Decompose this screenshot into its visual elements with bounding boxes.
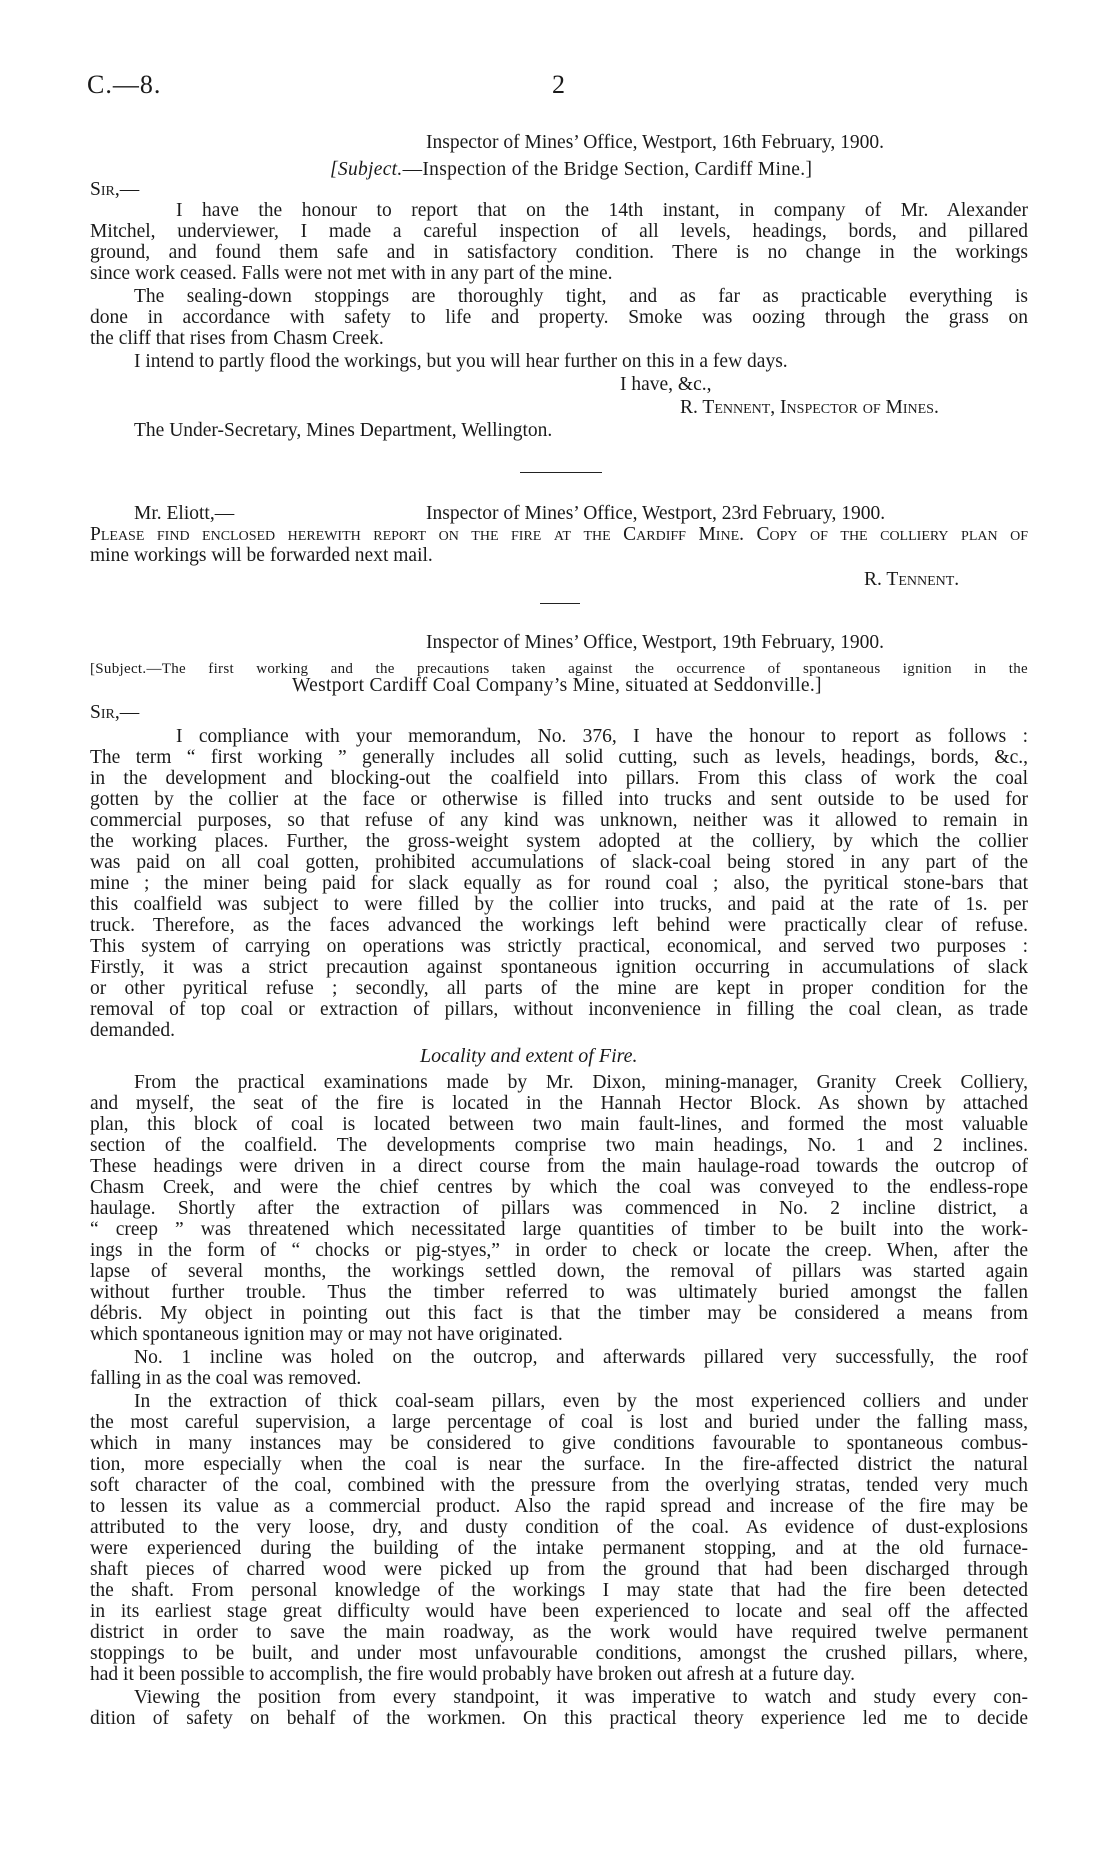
memo-signature: R. Tennent. <box>864 569 960 590</box>
letter2-para2-line: lapse of several months, the workings settled down, the removal of pillars was started again <box>90 1261 1028 1282</box>
letter1-line: I have the honour to report that on the 14th instant, in company of Mr. Alexander <box>176 200 1028 221</box>
letter1-subject-prefix: [Subject. <box>330 159 403 180</box>
letter2-para1-line: truck. Therefore, as the faces advanced the workings left behind were practically clear of refuse. <box>90 915 1028 936</box>
letter2-para1-line: Firstly, it was a strict precaution against spontaneous ignition occurring in accumulations of slack <box>90 957 1028 978</box>
letter2-para2-line: and myself, the seat of the fire is located in the Hannah Hector Block. As shown by attached <box>90 1093 1028 1114</box>
letter2-para4-line: had it been possible to accomplish, the fire would probably have broken out afresh at a future day. <box>90 1664 855 1685</box>
letter2-para4-line: district in order to save the main roadway, as the work would have required twelve permanent <box>90 1622 1028 1643</box>
letter2-para1-line: gotten by the collier at the face or otherwise is filled into trucks and sent outside to be used for <box>90 789 1028 810</box>
letter1-line: the cliff that rises from Chasm Creek. <box>90 328 384 349</box>
letter2-para3-line: No. 1 incline was holed on the outcrop, and afterwards pillared very successfully, the roof <box>134 1347 1028 1368</box>
letter2-place-date: Inspector of Mines’ Office, Westport, 19th February, 1900. <box>426 632 885 653</box>
letter1-place-date: Inspector of Mines’ Office, Westport, 16th February, 1900. <box>426 132 885 153</box>
letter2-para4-line: soft character of the coal, combined with the pressure from the overlying stratas, tended very much <box>90 1475 1028 1496</box>
letter2-para1-line: demanded. <box>90 1020 176 1041</box>
document-reference: C.—8. <box>87 70 162 99</box>
letter2-para2-line: “ creep ” was threatened which necessitated large quantities of timber to be built into the work- <box>90 1219 1028 1240</box>
letter1-line: ground, and found them safe and in satisfactory condition. There is no change in the workings <box>90 242 1028 263</box>
letter2-para2-line: Chasm Creek, and were the chief centres by which the coal was conveyed to the endless-rope <box>90 1177 1028 1198</box>
letter2-para2-line: These headings were driven in a direct course from the main haulage-road towards the outcrop of <box>90 1156 1028 1177</box>
letter1-line: since work ceased. Falls were not met with in any part of the mine. <box>90 263 613 284</box>
page-number: 2 <box>552 70 565 99</box>
letter1-subject-text: —Inspection of the Bridge Section, Cardiff Mine.] <box>402 159 813 180</box>
letter2-para4-line: stoppings to be built, and under most unfavourable conditions, amongst the crushed pillars, where, <box>90 1643 1028 1664</box>
letter2-para4-line: in its earliest stage great difficulty would have been experienced to locate and seal off the affected <box>90 1601 1028 1622</box>
letter2-para1-line: in the development and blocking-out the coalfield into pillars. From this class of work the coal <box>90 768 1028 789</box>
memo-line: mine workings will be forwarded next mail. <box>90 545 433 566</box>
letter2-para3-line: falling in as the coal was removed. <box>90 1368 362 1389</box>
letter2-subject-line-1: [Subject.—The first working and the precautions taken against the occurrence of spontaneous ignition in the <box>90 661 1028 677</box>
letter1-subject <box>330 159 812 181</box>
letter2-para2-line: débris. My object in pointing out this fact is that the timber may be considered a means from <box>90 1303 1028 1324</box>
memo-place-date: Inspector of Mines’ Office, Westport, 23rd February, 1900. <box>426 503 886 524</box>
letter2-para4-line: tion, more especially when the coal is near the surface. In the fire-affected district the natural <box>90 1454 1028 1475</box>
letter2-para4-line: attributed to the very loose, dry, and dusty condition of the coal. As evidence of dust-explosions <box>90 1517 1028 1538</box>
letter2-para5-line: dition of safety on behalf of the workmen. On this practical theory experience led me to decide <box>90 1708 1028 1729</box>
letter2-para2-line: section of the coalfield. The developments comprise two main headings, No. 1 and 2 inclines. <box>90 1135 1028 1156</box>
letter2-para1-line: removal of top coal or extraction of pillars, without inconvenience in filling the coal clean, as trade <box>90 999 1028 1020</box>
letter2-para4-line: were experienced during the building of the intake permanent stopping, and at the old furnace- <box>90 1538 1028 1559</box>
letter2-para2-line: From the practical examinations made by Mr. Dixon, mining-manager, Granity Creek Colliery, <box>134 1072 1028 1093</box>
letter1-line: I intend to partly flood the workings, but you will hear further on this in a few days. <box>134 351 788 372</box>
letter1-signature: R. Tennent, Inspector of Mines. <box>680 397 939 418</box>
letter1-line: Mitchel, underviewer, I made a careful inspection of all levels, headings, bords, and pillared <box>90 221 1028 242</box>
letter2-para1-line: This system of carrying on operations was strictly practical, economical, and served two purposes : <box>90 936 1028 957</box>
letter1-line: The sealing-down stoppings are thoroughly tight, and as far as practicable everything is <box>134 286 1028 307</box>
letter2-para1-line: the working places. Further, the gross-weight system adopted at the colliery, by which the collier <box>90 831 1028 852</box>
letter2-para5-line: Viewing the position from every standpoint, it was imperative to watch and study every con- <box>134 1687 1028 1708</box>
letter2-para4-line: shaft pieces of charred wood were picked up from the ground that had been discharged through <box>90 1559 1028 1580</box>
letter1-line: done in accordance with safety to life and property. Smoke was oozing through the grass on <box>90 307 1028 328</box>
letter1-closing: I have, &c., <box>620 374 712 395</box>
letter2-para1-line: or other pyritical refuse ; secondly, all parts of the mine are kept in proper condition for the <box>90 978 1028 999</box>
letter2-para1-line: commercial purposes, so that refuse of any kind was unknown, neither was it allowed to remain in <box>90 810 1028 831</box>
section-divider <box>520 472 602 473</box>
letter2-para1-line: was paid on all coal gotten, prohibited accumulations of slack-coal being stored in any part of the <box>90 852 1028 873</box>
letter1-addressee: The Under-Secretary, Mines Department, Wellington. <box>134 420 553 441</box>
letter2-para2-line: which spontaneous ignition may or may not have originated. <box>90 1324 563 1345</box>
section-heading: Locality and extent of Fire. <box>420 1045 638 1067</box>
letter2-para1-line: this coalfield was subject to were filled by the collier into trucks, and paid at the rate of 1s. per <box>90 894 1028 915</box>
letter1-salutation: Sir,— <box>90 179 140 200</box>
letter2-para1-line: mine ; the miner being paid for slack equally as for round coal ; also, the pyritical stone-bars that <box>90 873 1028 894</box>
letter2-subject-line-2: Westport Cardiff Coal Company’s Mine, situated at Seddonville.] <box>292 675 822 696</box>
letter2-para2-line: plan, this block of coal is located between two main fault-lines, and formed the most valuable <box>90 1114 1028 1135</box>
letter2-para4-line: which in many instances may be considered to give conditions favourable to spontaneous combus- <box>90 1433 1028 1454</box>
memo-line: Please find enclosed herewith report on the fire at the Cardiff Mine. Copy of the colliery plan of <box>90 524 1028 545</box>
memo-to: Mr. Eliott,— <box>134 503 235 524</box>
section-divider <box>540 603 580 604</box>
letter2-para4-line: In the extraction of thick coal-seam pillars, even by the most experienced colliers and under <box>134 1391 1028 1412</box>
letter2-para4-line: the most careful supervision, a large percentage of coal is lost and buried under the falling mass, <box>90 1412 1028 1433</box>
letter2-para2-line: without further trouble. Thus the timber referred to was ultimately buried amongst the fallen <box>90 1282 1028 1303</box>
letter2-para2-line: haulage. Shortly after the extraction of pillars was commenced in No. 2 incline district, a <box>90 1198 1028 1219</box>
letter2-para1-line: The term “ first working ” generally includes all solid cutting, such as levels, headings, bords, &c., <box>90 747 1028 768</box>
letter2-para4-line: the shaft. From personal knowledge of the workings I may state that had the fire been detected <box>90 1580 1028 1601</box>
letter2-salutation: Sir,— <box>90 702 140 723</box>
letter2-para1-line: I compliance with your memorandum, No. 376, I have the honour to report as follows : <box>176 726 1028 747</box>
letter2-para4-line: to lessen its value as a commercial product. Also the rapid spread and increase of the fire may be <box>90 1496 1028 1517</box>
letter2-para2-line: ings in the form of “ chocks or pig-styes,” in order to check or locate the creep. When, after the <box>90 1240 1028 1261</box>
